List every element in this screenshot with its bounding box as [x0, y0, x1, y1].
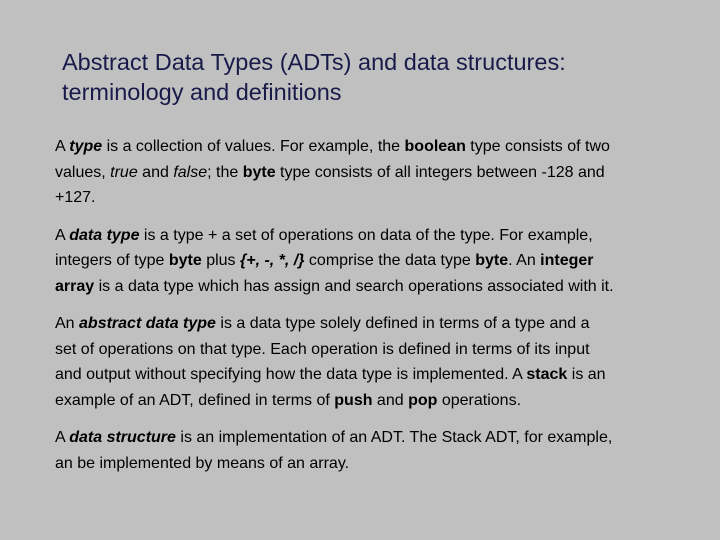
term-data-structure: data structure	[69, 429, 176, 446]
keyword-byte: byte	[475, 252, 509, 269]
text-line	[55, 160, 705, 186]
slide-body	[55, 134, 705, 488]
text-line	[55, 362, 705, 388]
keyword-array: array	[55, 277, 95, 295]
text-line	[55, 388, 705, 414]
text-run: type consists of all integers between -128 and	[275, 163, 605, 181]
title-line-1: Abstract Data Types (ADTs) and data structures:	[62, 49, 566, 75]
term-type: type	[69, 138, 103, 155]
keyword-boolean: boolean	[404, 138, 466, 155]
paragraph-abstract-data-type-definition	[55, 311, 705, 413]
text-line	[55, 134, 705, 160]
text-run: A	[55, 429, 70, 446]
text-line	[55, 337, 705, 363]
text-line	[55, 248, 705, 274]
text-run: and output without specifying how the data type is implemented. A	[55, 366, 527, 383]
value-false: false	[173, 163, 208, 181]
paragraph-data-type-definition	[55, 223, 705, 300]
text-run: and	[372, 391, 409, 409]
keyword-integer: integer	[540, 252, 594, 269]
text-run: and	[137, 163, 174, 181]
text-run: example of an ADT, defined in terms of	[55, 391, 335, 409]
text-line	[55, 185, 705, 211]
text-line	[55, 311, 705, 337]
keyword-pop: pop	[408, 391, 438, 409]
text-run: is a data type which has assign and search operations associated with it.	[94, 277, 614, 295]
text-run: A	[55, 138, 70, 155]
text-run: integers of type	[55, 252, 169, 269]
keyword-stack: stack	[526, 366, 568, 383]
text-run: is a collection of values. For example, the	[102, 138, 405, 155]
text-line	[55, 451, 705, 477]
text-run: set of operations on that type. Each operation is defined in terms of its input	[55, 340, 590, 358]
keyword-byte: byte	[242, 163, 276, 181]
keyword-push: push	[334, 391, 373, 409]
text-run: plus	[201, 252, 240, 269]
text-run: is a type + a set of operations on data of the type. For example,	[139, 226, 593, 244]
text-line	[55, 223, 705, 249]
text-run: . An	[508, 252, 541, 269]
text-run: A	[55, 226, 70, 244]
text-run: is a data type solely defined in terms of a type and a	[215, 315, 590, 332]
text-run: an be implemented by means of an array.	[55, 454, 350, 472]
text-run: An	[55, 315, 80, 332]
text-line	[55, 425, 705, 451]
title-line-2: terminology and definitions	[62, 79, 342, 105]
text-run: ; the	[207, 163, 243, 181]
text-run: +127.	[55, 189, 96, 206]
value-true: true	[110, 163, 138, 181]
keyword-byte: byte	[168, 252, 202, 269]
text-run: comprise the data type	[304, 252, 476, 269]
paragraph-type-definition	[55, 134, 705, 211]
text-run: values,	[55, 163, 111, 181]
term-abstract-data-type: abstract data type	[79, 315, 216, 332]
paragraph-data-structure-definition	[55, 425, 705, 476]
text-run: is an	[567, 366, 606, 383]
text-line	[55, 274, 705, 300]
text-run: is an implementation of an ADT. The Stack ADT, for example,	[175, 429, 613, 446]
operator-set: {+, -, *, /}	[240, 252, 305, 269]
text-run: operations.	[437, 391, 522, 409]
term-data-type: data type	[69, 226, 140, 244]
slide-title	[62, 47, 702, 107]
text-run: type consists of two	[465, 138, 610, 155]
